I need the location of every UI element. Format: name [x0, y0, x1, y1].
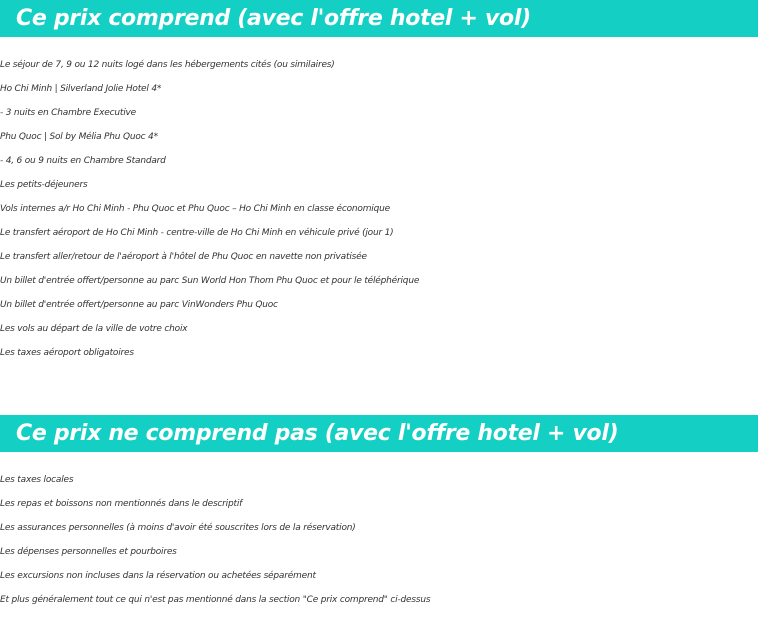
included-item: Le transfert aéroport de Ho Chi Minh - centre-ville de Ho Chi Minh en véhicule privé (jour 1): [0, 228, 394, 238]
included-item: Phu Quoc | Sol by Mélia Phu Quoc 4*: [0, 132, 158, 142]
excluded-item: Les dépenses personnelles et pourboires: [0, 547, 177, 557]
included-item: Les petits-déjeuners: [0, 180, 88, 190]
excluded-item: Et plus généralement tout ce qui n'est pas mentionné dans la section "Ce prix comprend" ci-dessus: [0, 595, 431, 605]
excluded-header: [0, 415, 758, 452]
included-list: [0, 53, 758, 365]
included-item: - 3 nuits en Chambre Executive: [0, 108, 136, 118]
excluded-item: Les excursions non incluses dans la réservation ou achetées séparément: [0, 571, 316, 581]
excluded-item: Les repas et boissons non mentionnés dans le descriptif: [0, 499, 243, 509]
included-item: Les vols au départ de la ville de votre choix: [0, 324, 188, 334]
excluded-item: Les assurances personnelles (à moins d'avoir été souscrites lors de la réservation): [0, 523, 356, 533]
included-title: Ce prix comprend (avec l'offre hotel + vol): [16, 6, 531, 31]
included-item: Un billet d'entrée offert/personne au parc Sun World Hon Thom Phu Quoc et pour le téléphérique: [0, 276, 420, 286]
included-item: Vols internes a/r Ho Chi Minh - Phu Quoc et Phu Quoc – Ho Chi Minh en classe économique: [0, 204, 390, 214]
excluded-item: Les taxes locales: [0, 475, 74, 485]
included-item: Un billet d'entrée offert/personne au parc VinWonders Phu Quoc: [0, 300, 278, 310]
included-item: - 4, 6 ou 9 nuits en Chambre Standard: [0, 156, 166, 166]
excluded-title: Ce prix ne comprend pas (avec l'offre hotel + vol): [16, 421, 619, 446]
included-item: Le transfert aller/retour de l'aéroport à l'hôtel de Phu Quoc en navette non privatisée: [0, 252, 367, 262]
included-item: Ho Chi Minh | Silverland Jolie Hotel 4*: [0, 84, 162, 94]
excluded-section: [0, 415, 758, 612]
excluded-list: [0, 468, 758, 612]
included-item: Les taxes aéroport obligatoires: [0, 348, 134, 358]
included-header: [0, 0, 758, 37]
included-item: Le séjour de 7, 9 ou 12 nuits logé dans les hébergements cités (ou similaires): [0, 60, 335, 70]
